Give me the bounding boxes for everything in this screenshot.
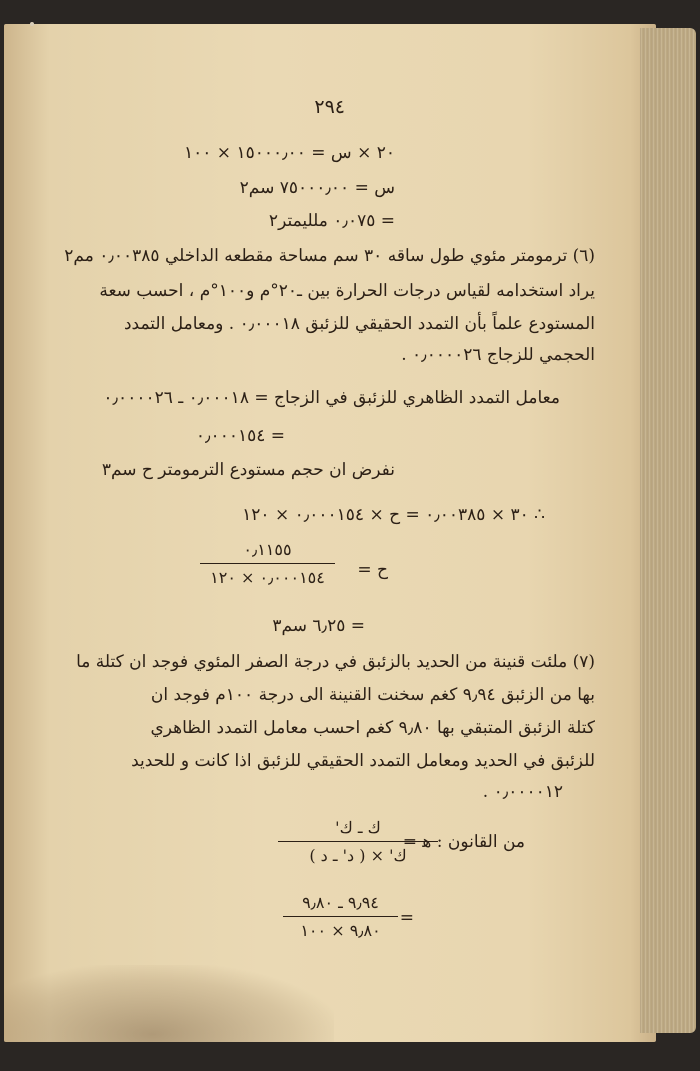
work-line-2: س = ٧٥٠٠٠٫٠٠ سم٢ [239, 178, 395, 198]
problem7-line-1: (٧) ملئت قنينة من الحديد بالزئبق في درجة الصفر المئوي فوجد ان كتلة ما [76, 652, 595, 672]
law-fraction-bar [278, 841, 438, 842]
page-stain [4, 965, 334, 1042]
problem7-line-3: كتلة الزئبق المتبقي بها ٩٫٨٠ كغم احسب معامل التمدد الظاهري [150, 718, 595, 738]
problem6-solution-2: = ٠٫٠٠٠١٥٤ [195, 426, 285, 446]
problem7-line-2: بها من الزئبق ٩٫٩٤ كغم سخنت القنينة الى درجة ١٠٠م فوجد ان [150, 685, 595, 705]
calc-denominator: ٩٫٨٠ × ١٠٠ [300, 921, 381, 940]
law-denominator: ك' × ( د' ـ د ) [309, 846, 407, 865]
book-page [4, 24, 656, 1042]
corner-mark [30, 22, 34, 26]
law-numerator: ك ـ ك' [335, 818, 381, 837]
calc-fraction [283, 893, 398, 940]
problem6-line-1: (٦) ترمومتر مئوي طول ساقه ٣٠ سم مساحة مقطعه الداخلي ٠٫٠٠٣٨٥ مم٢ [64, 246, 595, 266]
problem6-solution-4: ∴ ٣٠ × ٠٫٠٠٣٨٥ = ح × ٠٫٠٠٠١٥٤ × ١٢٠ [242, 505, 545, 525]
fraction-h [200, 540, 335, 587]
problem6-result: = ٦٫٢٥ سم٣ [272, 616, 365, 636]
work-line-3: = ٠٫٠٧٥ ملليمتر٢ [268, 211, 395, 231]
problem6-line-4: الحجمي للزجاج ٠٫٠٠٠٠٢٦ . [401, 345, 595, 365]
problem6-solution-3: نفرض ان حجم مستودع الترمومتر ح سم٣ [101, 460, 395, 480]
problem6-line-3: المستودع علماً بأن التمدد الحقيقي للزئبق ٠٫٠٠٠١٨ . ومعامل التمدد [123, 314, 595, 334]
calc-equals: = [399, 908, 414, 928]
problem7-line-4: للزئبق في الحديد ومعامل التمدد الحقيقي للزئبق اذا كانت و للحديد [131, 751, 595, 771]
fraction-numerator: ٠٫١١٥٥ [243, 540, 292, 559]
problem7-line-5: ٠٫٠٠٠٠١٢ . [482, 782, 563, 802]
fraction-lhs: ح = [357, 560, 388, 580]
page-edges [640, 28, 696, 1033]
work-line-1: ٢٠ × س = ١٥٠٠٠٫٠٠ × ١٠٠ [183, 143, 395, 163]
fraction-denominator: ٠٫٠٠٠١٥٤ × ١٢٠ [210, 568, 325, 587]
page-number: ٢٩٤ [314, 96, 345, 118]
problem6-solution-1: معامل التمدد الظاهري للزئبق في الزجاج = ٠٫٠٠٠١٨ ـ ٠٫٠٠٠٠٢٦ [103, 388, 560, 408]
fraction-bar [200, 563, 335, 564]
law-label: من القانون : ﻫ = [402, 832, 525, 852]
calc-numerator: ٩٫٩٤ ـ ٩٫٨٠ [302, 893, 379, 912]
problem6-line-2: يراد استخدامه لقياس درجات الحرارة بين ـ٢٠°م و١٠٠°م ، احسب سعة [99, 281, 595, 301]
calc-fraction-bar [283, 916, 398, 917]
law-fraction [278, 818, 438, 865]
